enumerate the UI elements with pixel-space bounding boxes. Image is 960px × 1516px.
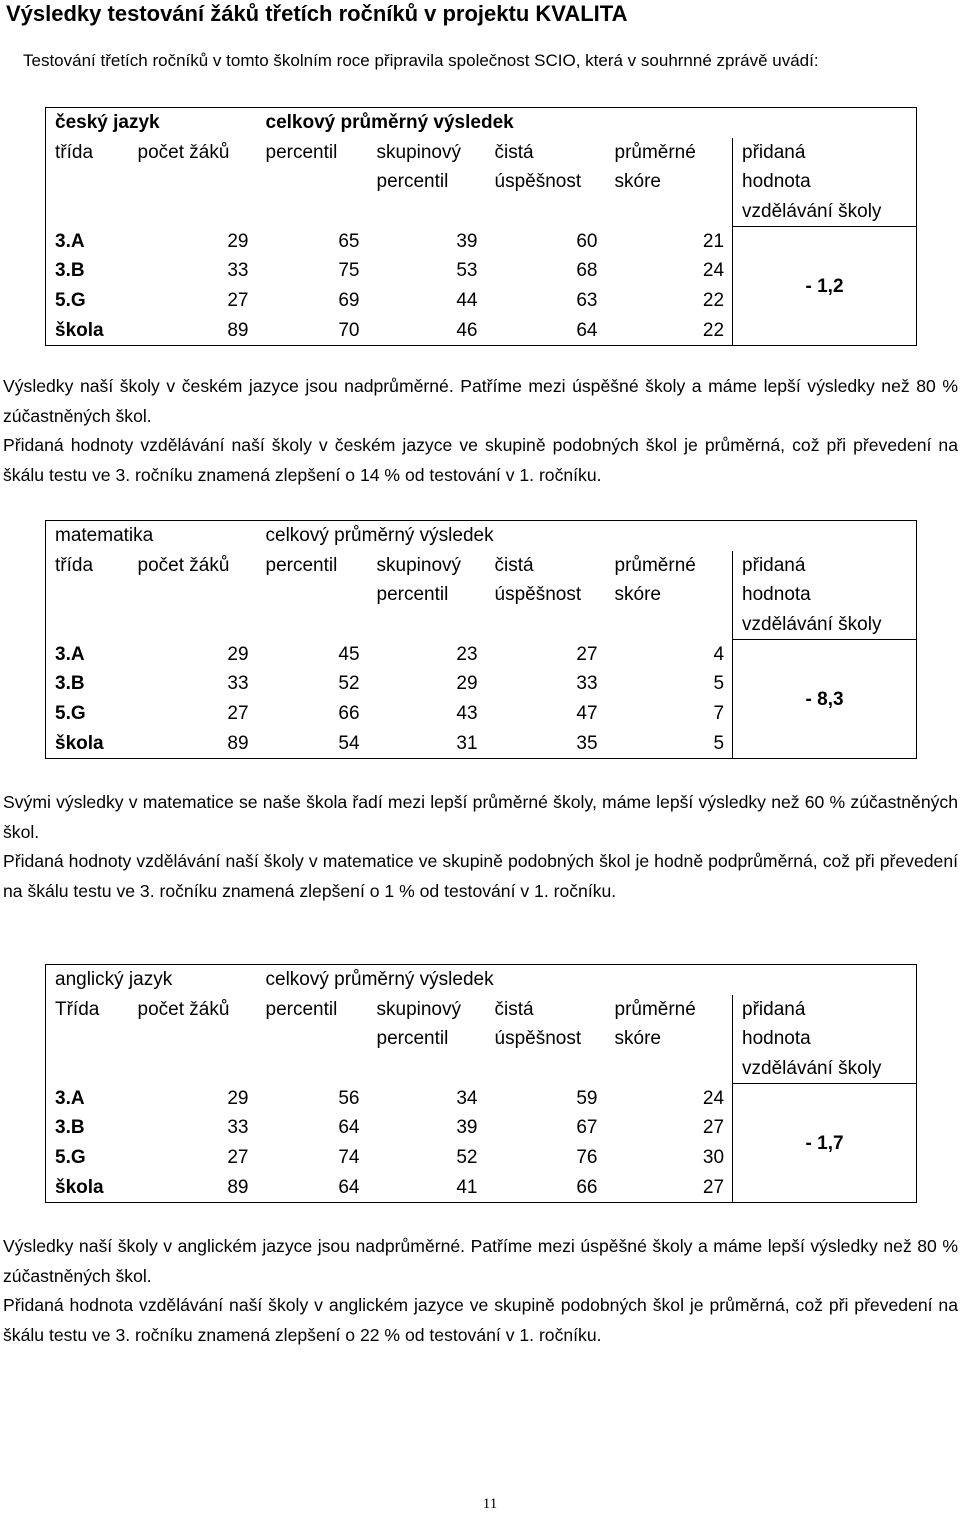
cell-trida: škola xyxy=(46,1173,129,1203)
cell-skore: 5 xyxy=(606,729,733,759)
paragraph: Přidaná hodnota vzdělávání naší školy v anglickém jazyce ve skupině podobných škol je průměrná, což při převedení na škálu testu ve 3. ročníku znamená zlepšení o 22 % od testování v 1. ročníku. xyxy=(3,1295,958,1345)
col-header-pridana-3: vzdělávání školy xyxy=(733,197,917,227)
cell-skore: 22 xyxy=(702,290,725,312)
col-header-cista-2: úspěšnost xyxy=(494,584,582,606)
czech-commentary xyxy=(3,372,958,490)
cell-pocet: 27 xyxy=(227,1147,249,1169)
table-header-row xyxy=(46,610,917,640)
paragraph: Přidaná hodnoty vzdělávání naší školy v matematice ve skupině podobných škol je hodně podprůměrná, což při převedení na škálu testu ve 3. ročníku znamená zlepšení o 1 % od testování v 1. ročníku. xyxy=(3,851,958,901)
paragraph: Výsledky naší školy v anglickém jazyce jsou nadprůměrné. Patříme mezi úspěšné školy a máme lepší výsledky než 80 % zúčastněných škol. xyxy=(3,1236,958,1286)
col-header-cista: čistá xyxy=(494,998,534,1020)
math-commentary xyxy=(3,788,958,906)
cell-pocet: 29 xyxy=(227,230,249,252)
cell-skupinovy: 44 xyxy=(456,290,478,312)
cell-trida: 3.A xyxy=(46,227,129,257)
page-title: Výsledky testování žáků třetích ročníků v projektu KVALITA xyxy=(6,1,628,26)
cell-cista: 59 xyxy=(576,1087,598,1109)
col-header-skupinovy: skupinový xyxy=(376,554,462,576)
col-header-cista: čistá xyxy=(494,141,534,163)
overall-label: celkový průměrný výsledek xyxy=(257,521,733,551)
cell-cista: 64 xyxy=(486,316,606,346)
col-header-cista-2: úspěšnost xyxy=(494,1028,582,1050)
table-row xyxy=(46,227,917,257)
cell-cista: 33 xyxy=(576,673,598,695)
cell-cista: 60 xyxy=(576,230,598,252)
col-header-pocet: počet žáků xyxy=(137,554,230,576)
cell-trida: škola xyxy=(46,729,129,759)
cell-skupinovy: 31 xyxy=(368,729,486,759)
col-header-pridana: přidaná xyxy=(733,138,917,168)
cell-trida: 3.A xyxy=(46,640,129,670)
cell-percentil: 64 xyxy=(257,1173,368,1203)
col-header-percentil: percentil xyxy=(265,998,338,1020)
cell-skupinovy: 43 xyxy=(456,703,478,725)
cell-skore: 4 xyxy=(713,643,725,665)
overall-label: celkový průměrný výsledek xyxy=(257,108,733,138)
cell-pocet: 33 xyxy=(227,260,249,282)
cell-skupinovy: 39 xyxy=(456,230,478,252)
cell-cista: 47 xyxy=(576,703,598,725)
cell-skupinovy: 29 xyxy=(456,673,478,695)
col-header-skupinovy: skupinový xyxy=(376,998,461,1020)
cell-percentil: 69 xyxy=(338,290,360,312)
cell-skupinovy: 53 xyxy=(456,260,478,282)
col-header-pridana-2: hodnota xyxy=(733,167,917,197)
cell-percentil: 70 xyxy=(257,316,368,346)
col-header-skupinovy-2: percentil xyxy=(376,171,449,193)
cell-cista: 68 xyxy=(576,260,598,282)
results-table-math xyxy=(45,520,917,759)
table-header-row xyxy=(46,108,917,138)
cell-trida: 3.B xyxy=(46,669,129,699)
cell-trida: 5.G xyxy=(46,699,129,729)
cell-trida: 3.A xyxy=(46,1084,129,1114)
cell-cista: 63 xyxy=(576,290,598,312)
col-header-skupinovy: skupinový xyxy=(376,141,461,163)
table-header-row xyxy=(46,580,917,610)
cell-skore: 27 xyxy=(702,1117,725,1139)
table-row xyxy=(46,1084,917,1114)
cell-pocet: 89 xyxy=(129,316,257,346)
cell-skupinovy: 41 xyxy=(368,1173,486,1203)
cell-percentil: 74 xyxy=(338,1147,360,1169)
subject-label: anglický jazyk xyxy=(46,965,257,995)
cell-cista: 67 xyxy=(576,1117,598,1139)
cell-percentil: 56 xyxy=(338,1087,360,1109)
table-row xyxy=(46,640,917,670)
paragraph: Přidaná hodnoty vzdělávání naší školy v českém jazyce ve skupině podobných škol je průměrná, což při převedení na škálu testu ve 3. ročníku znamená zlepšení o 14 % od testování v 1. ročníku. xyxy=(3,435,958,485)
col-header-pridana-3: vzdělávání školy xyxy=(733,610,917,640)
table-header-row xyxy=(46,551,917,581)
col-header-percentil: percentil xyxy=(265,554,338,576)
cell-skupinovy: 23 xyxy=(456,643,478,665)
col-header-pridana-2: hodnota xyxy=(733,1024,917,1054)
cell-pocet: 33 xyxy=(227,1117,249,1139)
cell-skore: 30 xyxy=(702,1147,725,1169)
cell-trida: 3.B xyxy=(46,256,129,286)
col-header-prumerne-2: skóre xyxy=(614,584,661,606)
results-table-czech xyxy=(45,107,917,346)
intro-text: Testování třetích ročníků v tomto školním roce připravila společnost SCIO, která v souhrnné zprávě uvádí: xyxy=(23,51,819,70)
cell-skupinovy: 34 xyxy=(456,1087,478,1109)
cell-trida: 3.B xyxy=(46,1113,129,1143)
cell-trida: 5.G xyxy=(46,286,129,316)
col-header-prumerne: průměrné xyxy=(614,998,696,1020)
col-header-prumerne-2: skóre xyxy=(614,171,661,193)
col-header-pridana: přidaná xyxy=(733,551,917,581)
col-header-skupinovy-2: percentil xyxy=(376,1028,449,1050)
col-header-prumerne-2: skóre xyxy=(614,1028,661,1050)
col-header-skupinovy-2: percentil xyxy=(376,584,449,606)
table-header-row xyxy=(46,965,917,995)
cell-skore: 7 xyxy=(713,703,725,725)
cell-skore: 24 xyxy=(702,260,725,282)
overall-label: celkový průměrný výsledek xyxy=(257,965,733,995)
cell-cista: 27 xyxy=(576,643,598,665)
table-header-row xyxy=(46,167,917,197)
cell-percentil: 64 xyxy=(338,1117,360,1139)
paragraph: Výsledky naší školy v českém jazyce jsou nadprůměrné. Patříme mezi úspěšné školy a máme lepší výsledky než 80 % zúčastněných škol. xyxy=(3,376,958,426)
cell-skupinovy: 46 xyxy=(368,316,486,346)
cell-pocet: 27 xyxy=(227,703,249,725)
results-table-english xyxy=(45,964,917,1203)
cell-skupinovy: 39 xyxy=(456,1117,478,1139)
cell-skupinovy: 52 xyxy=(456,1147,478,1169)
table-header-row xyxy=(46,197,917,227)
subject-label: český jazyk xyxy=(46,108,257,138)
col-header-percentil: percentil xyxy=(265,141,338,163)
col-header-trida: Třída xyxy=(46,995,129,1025)
cell-skore: 5 xyxy=(713,673,725,695)
english-commentary xyxy=(3,1232,958,1350)
col-header-trida: třída xyxy=(46,551,129,581)
col-header-pridana: přidaná xyxy=(733,995,917,1025)
cell-pocet: 33 xyxy=(227,673,249,695)
cell-percentil: 65 xyxy=(338,230,360,252)
cell-skore: 24 xyxy=(702,1087,725,1109)
cell-percentil: 45 xyxy=(338,643,360,665)
col-header-trida: třída xyxy=(46,138,129,168)
cell-skore: 21 xyxy=(702,230,725,252)
cell-pocet: 29 xyxy=(227,1087,249,1109)
cell-percentil: 52 xyxy=(338,673,360,695)
added-value: - 8,3 xyxy=(733,640,917,759)
cell-pocet: 27 xyxy=(227,290,249,312)
col-header-pridana-3: vzdělávání školy xyxy=(733,1054,917,1084)
col-header-pocet: počet žáků xyxy=(137,998,230,1020)
paragraph: Svými výsledky v matematice se naše škola řadí mezi lepší průměrné školy, máme lepší výsledky než 60 % zúčastněných škol. xyxy=(3,792,958,842)
col-header-prumerne: průměrné xyxy=(614,554,696,576)
table-header-row xyxy=(46,521,917,551)
table-header-row xyxy=(46,1054,917,1084)
cell-trida: 5.G xyxy=(46,1143,129,1173)
cell-pocet: 29 xyxy=(227,643,249,665)
table-header-row xyxy=(46,1024,917,1054)
cell-pocet: 89 xyxy=(129,1173,257,1203)
cell-cista: 35 xyxy=(486,729,606,759)
cell-cista: 76 xyxy=(576,1147,598,1169)
cell-percentil: 66 xyxy=(338,703,360,725)
col-header-cista: čistá xyxy=(494,554,534,576)
col-header-pocet: počet žáků xyxy=(137,141,230,163)
col-header-pridana-2: hodnota xyxy=(733,580,917,610)
table-header-row xyxy=(46,138,917,168)
cell-pocet: 89 xyxy=(129,729,257,759)
cell-trida: škola xyxy=(46,316,129,346)
added-value: - 1,2 xyxy=(733,227,917,346)
cell-percentil: 75 xyxy=(338,260,360,282)
cell-cista: 66 xyxy=(486,1173,606,1203)
col-header-prumerne: průměrné xyxy=(614,141,696,163)
table-header-row xyxy=(46,995,917,1025)
page-number: 11 xyxy=(482,1496,498,1512)
added-value: - 1,7 xyxy=(733,1084,917,1203)
cell-skore: 22 xyxy=(606,316,733,346)
cell-percentil: 54 xyxy=(257,729,368,759)
cell-skore: 27 xyxy=(606,1173,733,1203)
col-header-cista-2: úspěšnost xyxy=(494,171,582,193)
subject-label: matematika xyxy=(46,521,257,551)
